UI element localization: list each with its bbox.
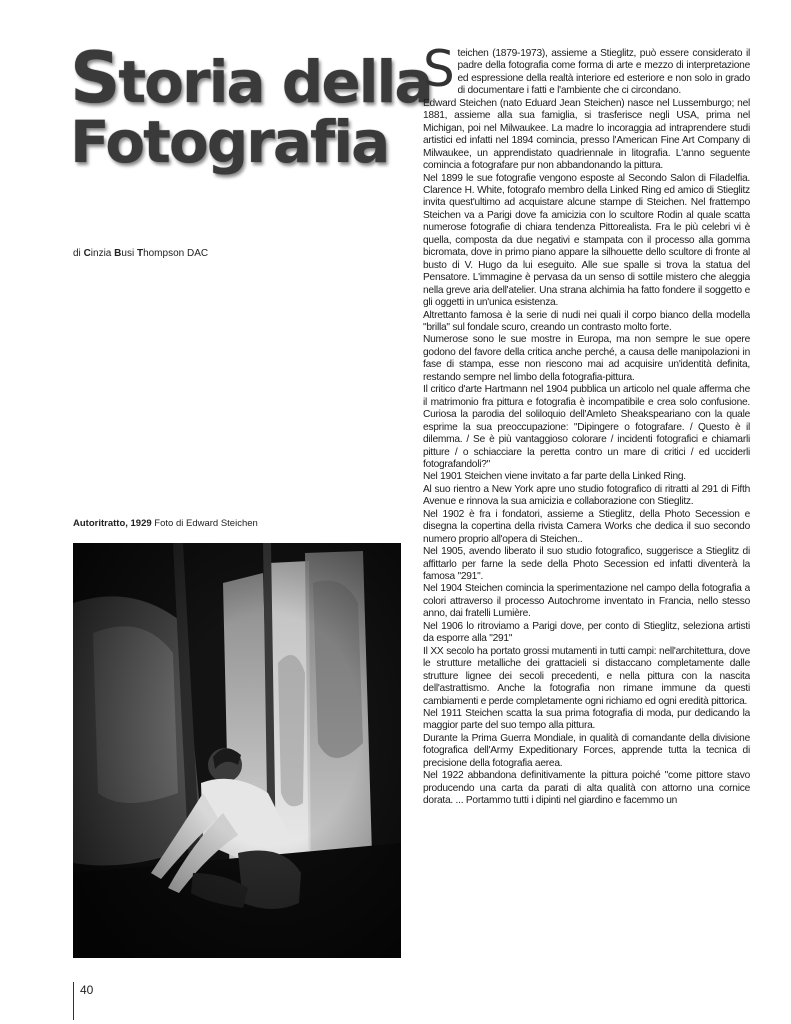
article-paragraph: Nel 1901 Steichen viene invitato a far parte della Linked Ring. (423, 471, 686, 483)
author-byline (73, 248, 208, 259)
article-paragraph: Nel 1902 è fra i fondatori, assieme a Stieglitz, della Photo Secession e disegna la copertina della rivista Camera Works che dedica il suo secondo numero proprio all'opera di Steichen.. (423, 508, 750, 545)
title-rest-2: otografia (105, 108, 389, 176)
page-number: 40 (80, 983, 94, 997)
title-initial-2: F (70, 108, 106, 176)
article-paragraph: Nel 1906 lo ritroviamo a Parigi dove, per conto di Stieglitz, seleziona artisti da esporre alla "291" (423, 620, 750, 645)
article-paragraph: Edward Steichen (nato Eduard Jean Steichen) nasce nel Lussemburgo; nel 1881, assieme alla sua famiglia, si trasferisce negli USA, prima nel Michigan, poi nel Milwaukee. La madre lo incoraggia ad intraprendere studi artistici ed infatti nel 1894 comincia, presso l'American Fine Art Company di Milwaukee, un apprendistato quadriennale in litografia. L'anno seguente comincia a fotografare pur non abbandonando la pittura. (423, 97, 750, 172)
byline-initial-t: T (136, 248, 144, 259)
caption-title: Autoritratto, 1929 (73, 518, 152, 529)
article-body (423, 48, 750, 808)
article-paragraph: Il XX secolo ha portato grossi mutamenti in tutti campi: nell'architettura, dove le strutture metalliche dei grattacieli si distaccano completamente dalle strutture lignee dei secoli precedenti, e nella pittura con la nascita dell'astrattismo. Anche la fotografia non rimane immune da questi cambiamenti e perde completamente ogni richiamo ed ogni eredità pittorica. (423, 645, 750, 707)
folio-rule (73, 982, 74, 1020)
article-paragraph: Nel 1905, avendo liberato il suo studio fotografico, suggerisce a Stieglitz di affittarlo per farne la sede della Photo Secession ed infatti diventerà la famosa "291". (423, 546, 750, 583)
self-portrait-photo (73, 543, 401, 958)
title-line-2 (70, 108, 390, 176)
title-line-1 (70, 37, 432, 119)
article-paragraph: Al suo rientro a New York apre uno studio fotografico di ritratti al 291 di Fifth Avenue e rinnova la sua amicizia e collaborazione con Stieglitz. (423, 483, 750, 508)
article-paragraph: Numerose sono le sue mostre in Europa, ma non sempre le sue opere godono del favore della critica anche perché, a causa delle manipolazioni in fase di stampa, esse non riescono mai ad acquisire un'identità definita, restando sempre nel limbo della fotografia-pittura. (423, 334, 750, 383)
article-title (70, 37, 432, 176)
drop-cap: S (423, 48, 455, 98)
byline-part: usi (121, 248, 137, 259)
title-rest-1: toria della (118, 48, 432, 116)
article-paragraph: Nel 1899 le sue fotografie vengono esposte al Secondo Salon di Filadelfia. Clarence H. White, fotografo membro della Linked Ring ed amico di Stieglitz invita quest'ultimo ad acquistare alcune stampe di Steichen. Nel frattempo Steichen va a Parigi dove fa amicizia con lo scultore Rodin al quale scatta numerose fotografie di chiara tendenza Pittorealista. Fra le più celebri vi è quella, composta da due negativi e stampata con il processo alla gomma bicromata, dove in primo piano appare la silhouette dello scultore di fronte al busto di V. Hugo da lui eseguito. Alle sue spalle si trova la statua del Pensatore. L'immagine è pervasa da un senso di sottile mistero che aleggia nella greve aria dell'atelier. Una strana alchimia ha fatto fondere il soggetto e gli oggetti in un'unica esistenza. (423, 172, 750, 309)
article-paragraph: Il critico d'arte Hartmann nel 1904 pubblica un articolo nel quale afferma che il matrimonio fra pittura e fotografia è incompatibile e crea solo confusione. Curiosa la parodia del soliloquio dell'Amleto Sheakspeariano con la quale esprime la sua preoccupazione: "Dipingere o fotografare. / Questo è il dilemma. / Se è più vantaggioso colorare / incidenti fotografici e chiamarli pitture / o schiacciare la peretta contro un mare di critici / ed ucciderli fotografandoli?" (423, 384, 750, 470)
byline-part: hompson DAC (143, 248, 209, 259)
article-paragraph: Durante la Prima Guerra Mondiale, in qualità di comandante della divisione fotografica dell'Army Expeditionary Forces, apprende tutta la tecnica di precisione della fotografia aerea. (423, 732, 750, 769)
article-paragraph: Nel 1904 Steichen comincia la sperimentazione nel campo della fotografia a colori attraverso il processo Autochrome inventato in Francia, nello stesso anno, dai fratelli Lumière. (423, 583, 750, 620)
article-paragraph: Nel 1922 abbandona definitivamente la pittura poiché "come pittore stavo producendo una carta da parati di alta qualità con attorno una cornice dorata. ... Portammo tutti i dipinti nel giardino e facemmo un (423, 770, 750, 807)
byline-part: inzia (90, 248, 115, 259)
article-paragraph: Altrettanto famosa è la serie di nudi nei quali il corpo bianco della modella "brilla" sul fondale scuro, creando un contrasto molto forte. (423, 309, 750, 333)
byline-initial-c: C (83, 248, 91, 259)
photo-caption (73, 518, 258, 529)
byline-initial-b: B (114, 248, 122, 259)
article-paragraph: teichen (1879-1973), assieme a Stieglitz, può essere considerato il padre della fotografia come forma di arte e mezzo di interpretazione ed espressione della realtà interiore ed esteriore e non solo in grado di documentare i fatti e l'ambiente che ci circondano. (457, 48, 750, 97)
caption-credit: Foto di Edward Steichen (151, 518, 258, 529)
title-initial-1: S (70, 37, 119, 119)
byline-prefix: di (73, 248, 84, 259)
article-paragraph: Nel 1911 Steichen scatta la sua prima fotografia di moda, pur dedicando la maggior parte del suo tempo alla pittura. (423, 708, 750, 732)
